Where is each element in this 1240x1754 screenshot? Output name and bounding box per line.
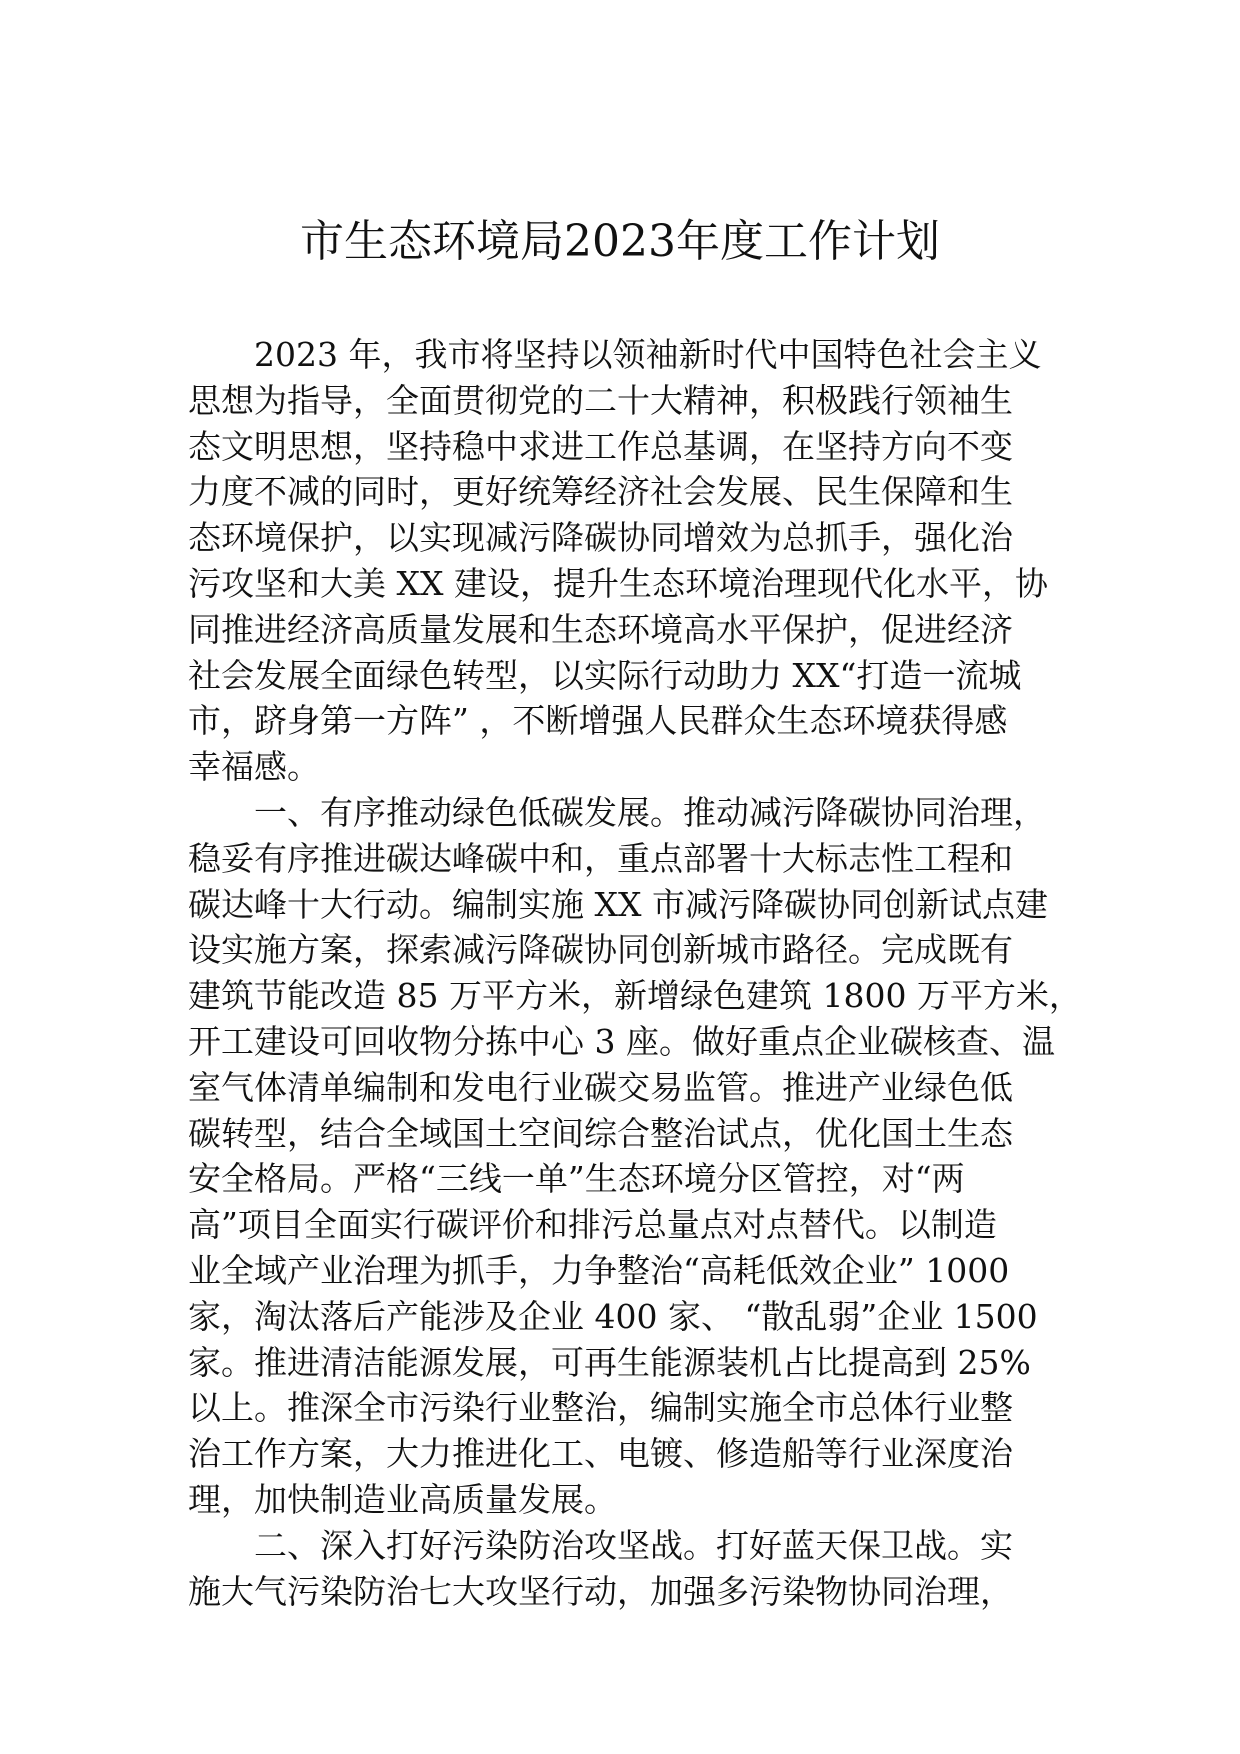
text-line: 家。推进清洁能源发展，可再生能源装机占比提高到 25% [188, 1342, 1031, 1382]
text-line: 碳达峰十大行动。编制实施 XX 市减污降碳协同创新试点建 [188, 884, 1048, 924]
text-line: 施大气污染防治七大攻坚行动，加强多污染物协同治理， [188, 1571, 1013, 1611]
document-title: 市生态环境局2023年度工作计划 [300, 216, 940, 267]
text-line: 碳转型，结合全域国土空间综合整治试点，优化国土生态 [188, 1113, 1013, 1153]
text-line: 理，加快制造业高质量发展。 [188, 1479, 617, 1519]
text-line: 建筑节能改造 85 万平方米，新增绿色建筑 1800 万平方米， [188, 976, 1082, 1016]
text-line: 一、有序推动绿色低碳发展。推动减污降碳协同治理， [254, 792, 1046, 832]
text-line: 高”项目全面实行碳评价和排污总量点对点替代。以制造 [188, 1205, 997, 1245]
text-line: 态文明思想，坚持稳中求进工作总基调，在坚持方向不变 [188, 426, 1013, 466]
paragraph-section-2 [188, 1523, 1058, 1615]
text-line: 市，跻身第一方阵” ，不断增强人民群众生态环境获得感 [188, 701, 1008, 741]
text-line: 安全格局。严格“三线一单”生态环境分区管控，对“两 [188, 1159, 965, 1199]
text-line: 家，淘汰落后产能涉及企业 400 家、 “散乱弱”企业 1500 [188, 1296, 1038, 1336]
text-line: 设实施方案，探索减污降碳协同创新城市路径。完成既有 [188, 930, 1013, 970]
text-line: 稳妥有序推进碳达峰碳中和，重点部署十大标志性工程和 [188, 838, 1013, 878]
paragraph-intro [188, 332, 1058, 790]
text-line: 开工建设可回收物分拣中心 3 座。做好重点企业碳核查、温 [188, 1021, 1055, 1061]
paragraph-section-1 [188, 790, 1082, 1523]
text-line: 2023 年，我市将坚持以领袖新时代中国特色社会主义 [254, 335, 1042, 374]
text-line: 治工作方案，大力推进化工、电镀、修造船等行业深度治 [188, 1434, 1013, 1474]
text-line: 思想为指导，全面贯彻党的二十大精神，积极践行领袖生 [188, 380, 1013, 420]
text-line: 以上。推深全市污染行业整治，编制实施全市总体行业整 [188, 1388, 1013, 1428]
text-line: 污攻坚和大美 XX 建设，提升生态环境治理现代化水平，协 [188, 563, 1048, 603]
text-line: 社会发展全面绿色转型，以实际行动助力 XX“打造一流城 [188, 655, 1022, 695]
text-line: 态环境保护，以实现减污降碳协同增效为总抓手，强化治 [188, 518, 1013, 558]
text-line: 力度不减的同时，更好统筹经济社会发展、民生保障和生 [188, 472, 1013, 512]
text-line: 室气体清单编制和发电行业碳交易监管。推进产业绿色低 [188, 1067, 1013, 1107]
text-line: 幸福感。 [188, 747, 320, 787]
text-line: 业全域产业治理为抓手，力争整治“高耗低效企业” 1000 [188, 1250, 1010, 1290]
text-line: 二、深入打好污染防治攻坚战。打好蓝天保卫战。实 [254, 1525, 1013, 1565]
document-body [188, 332, 1082, 1614]
text-line: 同推进经济高质量发展和生态环境高水平保护，促进经济 [188, 609, 1013, 649]
